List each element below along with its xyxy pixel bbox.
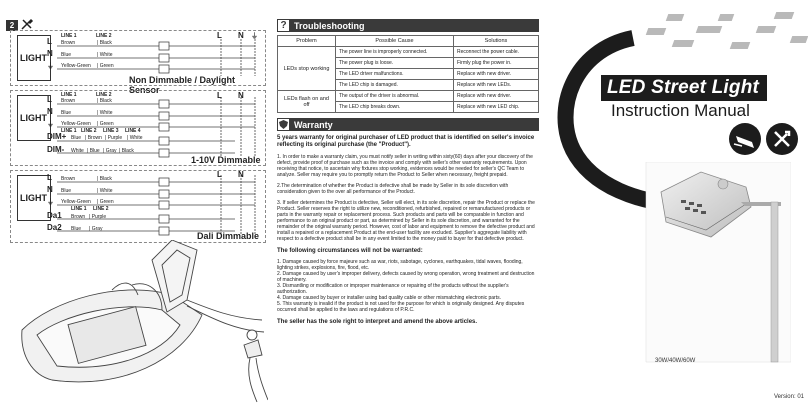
wattage-label: 30W/40W/60W	[655, 358, 696, 364]
cause-cell: The output of the driver is abnormal.	[336, 91, 454, 102]
list-item: 2. Damage caused by user's improper delivery, defects caused by wrong operation, wrong treatment and destruction of machinery.	[277, 271, 535, 283]
wire-key-da2: Da2	[47, 223, 62, 232]
diagram-caption: 1-10V Dimmable	[191, 155, 261, 165]
warranty-title: Warranty	[294, 119, 333, 130]
table-row	[278, 91, 539, 102]
problem-cell: LEDs flash on and off	[278, 91, 336, 113]
line-col-l: L	[217, 91, 222, 100]
troubleshooting-title: Troubleshooting	[294, 20, 365, 31]
wire-color: White	[71, 148, 84, 154]
wire-color: Brown	[61, 40, 76, 46]
header-line2: LINE 2	[95, 92, 112, 98]
wire-color: Yellow-Green	[61, 121, 91, 127]
list-item: 3. Dismantling or modification or improper maintenance or repairing of the products without the supplier's authorization.	[277, 283, 509, 295]
wire-color: Black	[99, 176, 112, 182]
ground-icon: ⏚	[47, 121, 54, 128]
light-label: LIGHT	[20, 53, 47, 63]
solution-cell: Reconnect the power cable.	[454, 47, 539, 58]
warranty-paragraph: 3. If seller determines the Product is defective, Seller will elect, in its sole discretion, repair the Product or replace the Product. Seller reserves the right to utilize new, reconditioned, refurbished, repaired or remanufactured products or parts in the warranty repair or replacement process. Such products and parts will be comparable in function and performance to an original product or part, as determined by Seller in its sole discretion, and warranted for the remainder of the original warranty period. However, cost of labor and equipment to remove the defective product and install a repaired or a replacement Product at the end-user facility are excluded. Supplier's aggregate liability with respect to a defective product shall be in any event limited to the money paid to buyer for that defective product.	[277, 200, 535, 242]
light-label: LIGHT	[20, 193, 47, 203]
troubleshooting-header	[277, 19, 539, 32]
wire-key-l: L	[47, 173, 52, 182]
header-line4: LINE 4	[125, 128, 141, 134]
wire-color: Black	[99, 40, 112, 46]
wire-key-n: N	[47, 49, 53, 58]
wire-color: Green	[99, 63, 114, 69]
cover-page	[543, 0, 808, 404]
cause-cell: The LED chip breaks down.	[336, 102, 454, 113]
page-number: 2	[6, 20, 18, 31]
wire-key-l: L	[47, 95, 52, 104]
wire-color: Brown	[71, 214, 86, 220]
list-item: 1. Damage caused by force majeure such as war, riots, sabotage, cyclones, earthquakes, tidal waves, flooding, lighting strikes, explosions, fire, flood, etc.	[277, 259, 523, 271]
cause-cell: The LED driver malfunctions.	[336, 69, 454, 80]
cover-title: LED Street Light	[601, 75, 767, 101]
wire-key-n: N	[47, 185, 53, 194]
table-header: Possible Cause	[336, 36, 454, 47]
header-line1: LINE 1	[61, 128, 77, 134]
header-line2: LINE 2	[81, 128, 97, 134]
wire-color: Blue	[71, 226, 82, 232]
wrench-screwdriver-icon	[20, 18, 34, 30]
warranty-closing: The seller has the sole right to interpret and amend the above articles.	[277, 319, 478, 325]
list-item: 4. Damage caused by buyer or installer using bad quality cable or other mismatching electronic parts.	[277, 295, 502, 301]
troubleshooting-warranty-page	[277, 0, 539, 404]
wire-key-da1: Da1	[47, 211, 62, 220]
warranty-paragraph: 1. In order to make a warranty claim, you must notify seller in writing within sixty(60) days after your discovery of the defect, provide proof of purchase such as the invoice and comply with seller's other warranty requirements. Upon receiving that notice, to ascertain why fixtures stop working, evidences would be needed for seller's QC Team to analyze. Seller may require you to promptly return the Product to Seller when necessary, freight prepaid.	[277, 154, 533, 178]
wire-color: Blue	[89, 148, 100, 154]
solution-cell: Replace with new LEDs.	[454, 80, 539, 91]
version-label: Version: 01	[773, 394, 804, 400]
wire-color: Yellow-Green	[61, 63, 91, 69]
wire-color: Gray	[105, 148, 117, 154]
diagram-caption: Non Dimmable / Daylight Sensor	[129, 75, 236, 95]
header-line1: LINE 1	[71, 206, 87, 212]
warranty-intro: 5 years warranty for original purchaser of LED product that is identified on seller's invoice reflecting its original purchase (the "Product").	[277, 135, 535, 148]
wire-color: Black	[99, 98, 112, 104]
wire-color: Purple	[107, 135, 123, 141]
wire-color: Blue	[71, 135, 82, 141]
solution-cell: Replace with new driver.	[454, 91, 539, 102]
light-label: LIGHT	[20, 113, 47, 123]
wire-color: Yellow-Green	[61, 199, 91, 205]
wire-color: Black	[121, 148, 134, 154]
cause-cell: The power plug is loose.	[336, 58, 454, 69]
wire-color: Green	[99, 121, 114, 127]
wire-color: Green	[99, 199, 114, 205]
solution-cell: Replace with new driver.	[454, 69, 539, 80]
solution-cell: Replace with new LED chip.	[454, 102, 539, 113]
shield-icon	[277, 118, 290, 131]
diagram-caption: Dali Dimmable	[197, 231, 260, 241]
cause-cell: The power line is improperly connected.	[336, 47, 454, 58]
ground-icon: ⏚	[47, 63, 54, 70]
line-col-n: N	[238, 91, 244, 100]
wire-key-n: N	[47, 107, 53, 116]
wire-color: Blue	[61, 188, 72, 194]
wire-color: Purple	[91, 214, 107, 220]
solution-cell: Firmly plug the power in.	[454, 58, 539, 69]
warranty-exclusions	[277, 259, 539, 313]
lamp-wiring-illustration	[12, 240, 268, 404]
table-row	[278, 47, 539, 58]
wiring-diagram-dali: LIGHT L Brown | Black N Blue | White ⏚ Yellow-Green | Green LINE 1 LINE 2 Da1 Brown | Purple Da2 Blue | Gray L N Dali Dimmable	[10, 170, 266, 243]
wiring-diagram-1-10v: LIGHT LINE 1 LINE 2 L Brown | Black N Blue | White ⏚ Yellow-Green | Green LINE 1 LINE 2 LINE 3 LINE 4 DIM+ Blue | Brown | Purple | White DIM- White | Blue | Gray | Black L N 1-10V Dimmable	[10, 90, 266, 166]
wire-color: Blue	[61, 110, 72, 116]
line-col-l: L	[217, 31, 222, 40]
wire-color: Brown	[61, 176, 76, 182]
wire-color: Brown	[61, 98, 76, 104]
wire-key-dim-minus: DIM-	[47, 145, 65, 154]
header-line1: LINE 1	[61, 92, 77, 98]
wire-color: White	[99, 110, 113, 116]
table-header: Solutions	[454, 36, 539, 47]
light-beam-icon	[728, 122, 762, 156]
line-col-n: N	[238, 31, 244, 40]
ground-icon: ⏚	[47, 199, 54, 206]
warranty-subheading: The following circumstances will not be warranted:	[277, 248, 423, 254]
header-line1: LINE 1	[61, 33, 77, 39]
warranty-header	[277, 118, 539, 131]
line-col-l: L	[217, 170, 222, 179]
warranty-paragraph: 2.The determination of whether the Product is defective shall be made by Seller in its sole discretion with consideration given to the over all performance of the Product.	[277, 183, 509, 195]
wire-color: Brown	[87, 135, 102, 141]
wire-key-l: L	[47, 37, 52, 46]
line-col-n: N	[238, 170, 244, 179]
troubleshooting-table	[277, 35, 539, 113]
wire-color: Gray	[91, 226, 103, 232]
problem-cell: LEDs stop working	[278, 47, 336, 91]
header-line3: LINE 3	[103, 128, 119, 134]
cause-cell: The LED chip is damaged.	[336, 80, 454, 91]
wire-color: White	[129, 135, 143, 141]
street-light-illustration	[641, 162, 791, 367]
table-header: Problem	[278, 36, 336, 47]
cover-subtitle: Instruction Manual	[611, 101, 750, 120]
question-mark-icon: ?	[277, 19, 290, 32]
wire-color: White	[99, 52, 113, 58]
header-line2: LINE 2	[93, 206, 109, 212]
ground-icon: ⏚	[251, 33, 258, 40]
list-item: 5. This warranty is invalid if the product is not used for the purpose for which is originally designed. Any disputes occurred shall be applied to the laws and regulations of P.R.C.	[277, 301, 525, 313]
wiring-page	[0, 0, 268, 404]
wire-key-dim-plus: DIM+	[47, 132, 67, 141]
tools-icon	[765, 122, 799, 156]
wire-color: Blue	[61, 52, 72, 58]
wiring-diagram-non-dimmable: LIGHT LINE 1 LINE 2 L Brown | Black N Blue | White ⏚ Yellow-Green | Green L N ⏚ Non Dimmable / Daylight Sensor	[10, 30, 266, 86]
header-line2: LINE 2	[95, 33, 112, 39]
wire-color: White	[99, 188, 113, 194]
